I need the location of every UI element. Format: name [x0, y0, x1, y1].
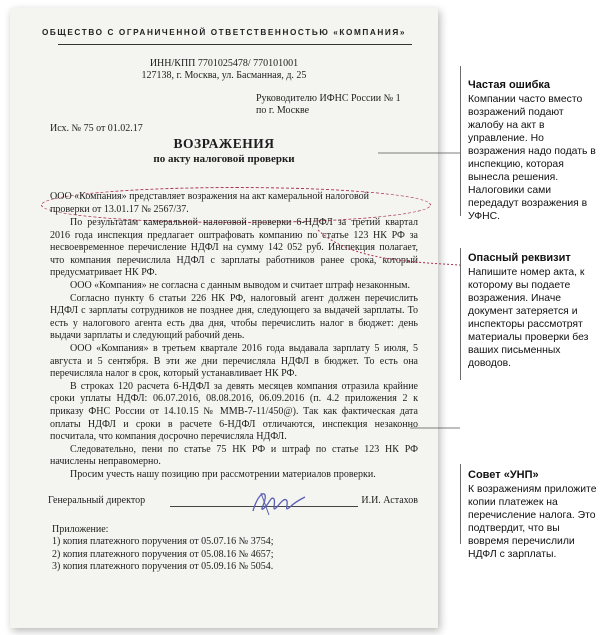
note-title: Опасный реквизит [468, 252, 571, 264]
paragraph: По результатам камеральной налоговой проверки 6-НДФЛ за третий квартал 2016 года инспекция предлагает оштрафовать компанию по статье 123 НК РФ за несвоевременное перечисление НДФЛ на сумму 142 052 руб. Инспекция полагает, что компания перечислила НДФЛ с зарплаты работников ранее срока, который предусматривает НК РФ. [50, 217, 418, 279]
signature-label: Генеральный директор [48, 495, 146, 506]
note-common-mistake [468, 79, 598, 223]
paragraph: ООО «Компания» в третьем квартале 2016 года выдавала зарплату 5 июля, 5 августа и 5 сентября. В эти же дни перечисляла НДФЛ в бюджет. То есть она перечисляла налог в срок, который устанавливает НК РФ. [50, 342, 418, 380]
intro-line-2: проверки от 13.01.17 № 2567/37. [50, 204, 189, 215]
document-subtitle: по акту налоговой проверки [153, 153, 295, 165]
paragraph: Согласно пункту 6 статьи 226 НК РФ, налоговый агент должен перечислить НДФЛ с зарплаты сотрудников не позднее дня, следующего за выдачей зарплаты. То есть у налогового агента есть два дня, чтобы перечислить налог в бюджет: день выдачи зарплаты и следующий рабочий день. [50, 292, 418, 342]
paragraph: Следовательно, пени по статье 75 НК РФ и штраф по статье 123 НК РФ начислены неправомерно. [50, 443, 418, 468]
note-rule-3 [460, 464, 461, 544]
appendix-title: Приложение: [52, 524, 109, 535]
inn-kpp: ИНН/КПП 7701025478/ 770101001 [149, 58, 299, 69]
appendix-item: 1) копия платежного поручения от 05.07.16 № 3754; [52, 536, 274, 548]
company-header: ОБЩЕСТВО С ОГРАНИЧЕННОЙ ОТВЕТСТВЕННОСТЬЮ «КОМПАНИЯ» [41, 28, 407, 37]
outgoing-ref: Исх. № 75 от 01.02.17 [50, 123, 143, 134]
note-title: Совет «УНП» [468, 469, 539, 481]
paragraph: В строках 120 расчета 6-НДФЛ за девять месяцев компания отразила крайние сроки уплаты НДФЛ: 06.07.2016, 08.08.2016, 06.09.2016 (п. 4.2 приложения 2 к приказу ФНС России от 14.10.15 № ММВ-7-11/450@). Так как фактическая дата оплаты НДФЛ и сроки в расчете 6-НДФЛ отличаются, инспекция незаконно посчитала, что компания досрочно перечисляла НДФЛ. [50, 380, 418, 443]
note-rule-1 [460, 66, 461, 216]
signature-name: И.И. Астахов [361, 495, 418, 506]
recipient-line-2: по г. Москве [256, 105, 310, 116]
appendix-item: 3) копия платежного поручения от 05.09.16 № 5054. [52, 560, 274, 572]
note-title: Частая ошибка [468, 79, 551, 91]
note-text: Напишите номер акта, к которому вы подаете возражения. Иначе документ затеряется и инспекторы рассмотрят материалы проверки без ваших письменных доводов. [468, 267, 589, 369]
recipient-line-1: Руководителю ИФНС России № 1 [256, 93, 401, 104]
appendix-item: 2) копия платежного поручения от 05.08.16 № 4657; [52, 548, 274, 560]
paragraph: Просим учесть нашу позицию при рассмотрении материалов проверки. [70, 468, 376, 480]
company-address: 127138, г. Москва, ул. Басманная, д. 25 [141, 70, 307, 81]
note-text: К возражениям приложите копии платежек на перечисление налога. Это подтвердит, что вы вовремя перечислили НДФЛ с зарплаты. [468, 484, 597, 560]
note-unp-tip [468, 469, 598, 561]
document-title: ВОЗРАЖЕНИЯ [173, 136, 275, 151]
note-text: Компании часто вместо возражений подают жалобу на акт в управление. Но возражения надо подать в инспекцию, которая вынесла решения. Налоговики сами передадут возражения в УФНС. [468, 94, 596, 222]
paragraph: ООО «Компания» не согласна с данным выводом и считает штраф незаконным. [70, 279, 411, 291]
intro-line-1: ООО «Компания» представляет возражения на акт камеральной налоговой [50, 191, 369, 202]
note-dangerous-detail [468, 252, 598, 370]
connector-act-number [318, 230, 460, 265]
note-rule-2 [460, 248, 461, 380]
